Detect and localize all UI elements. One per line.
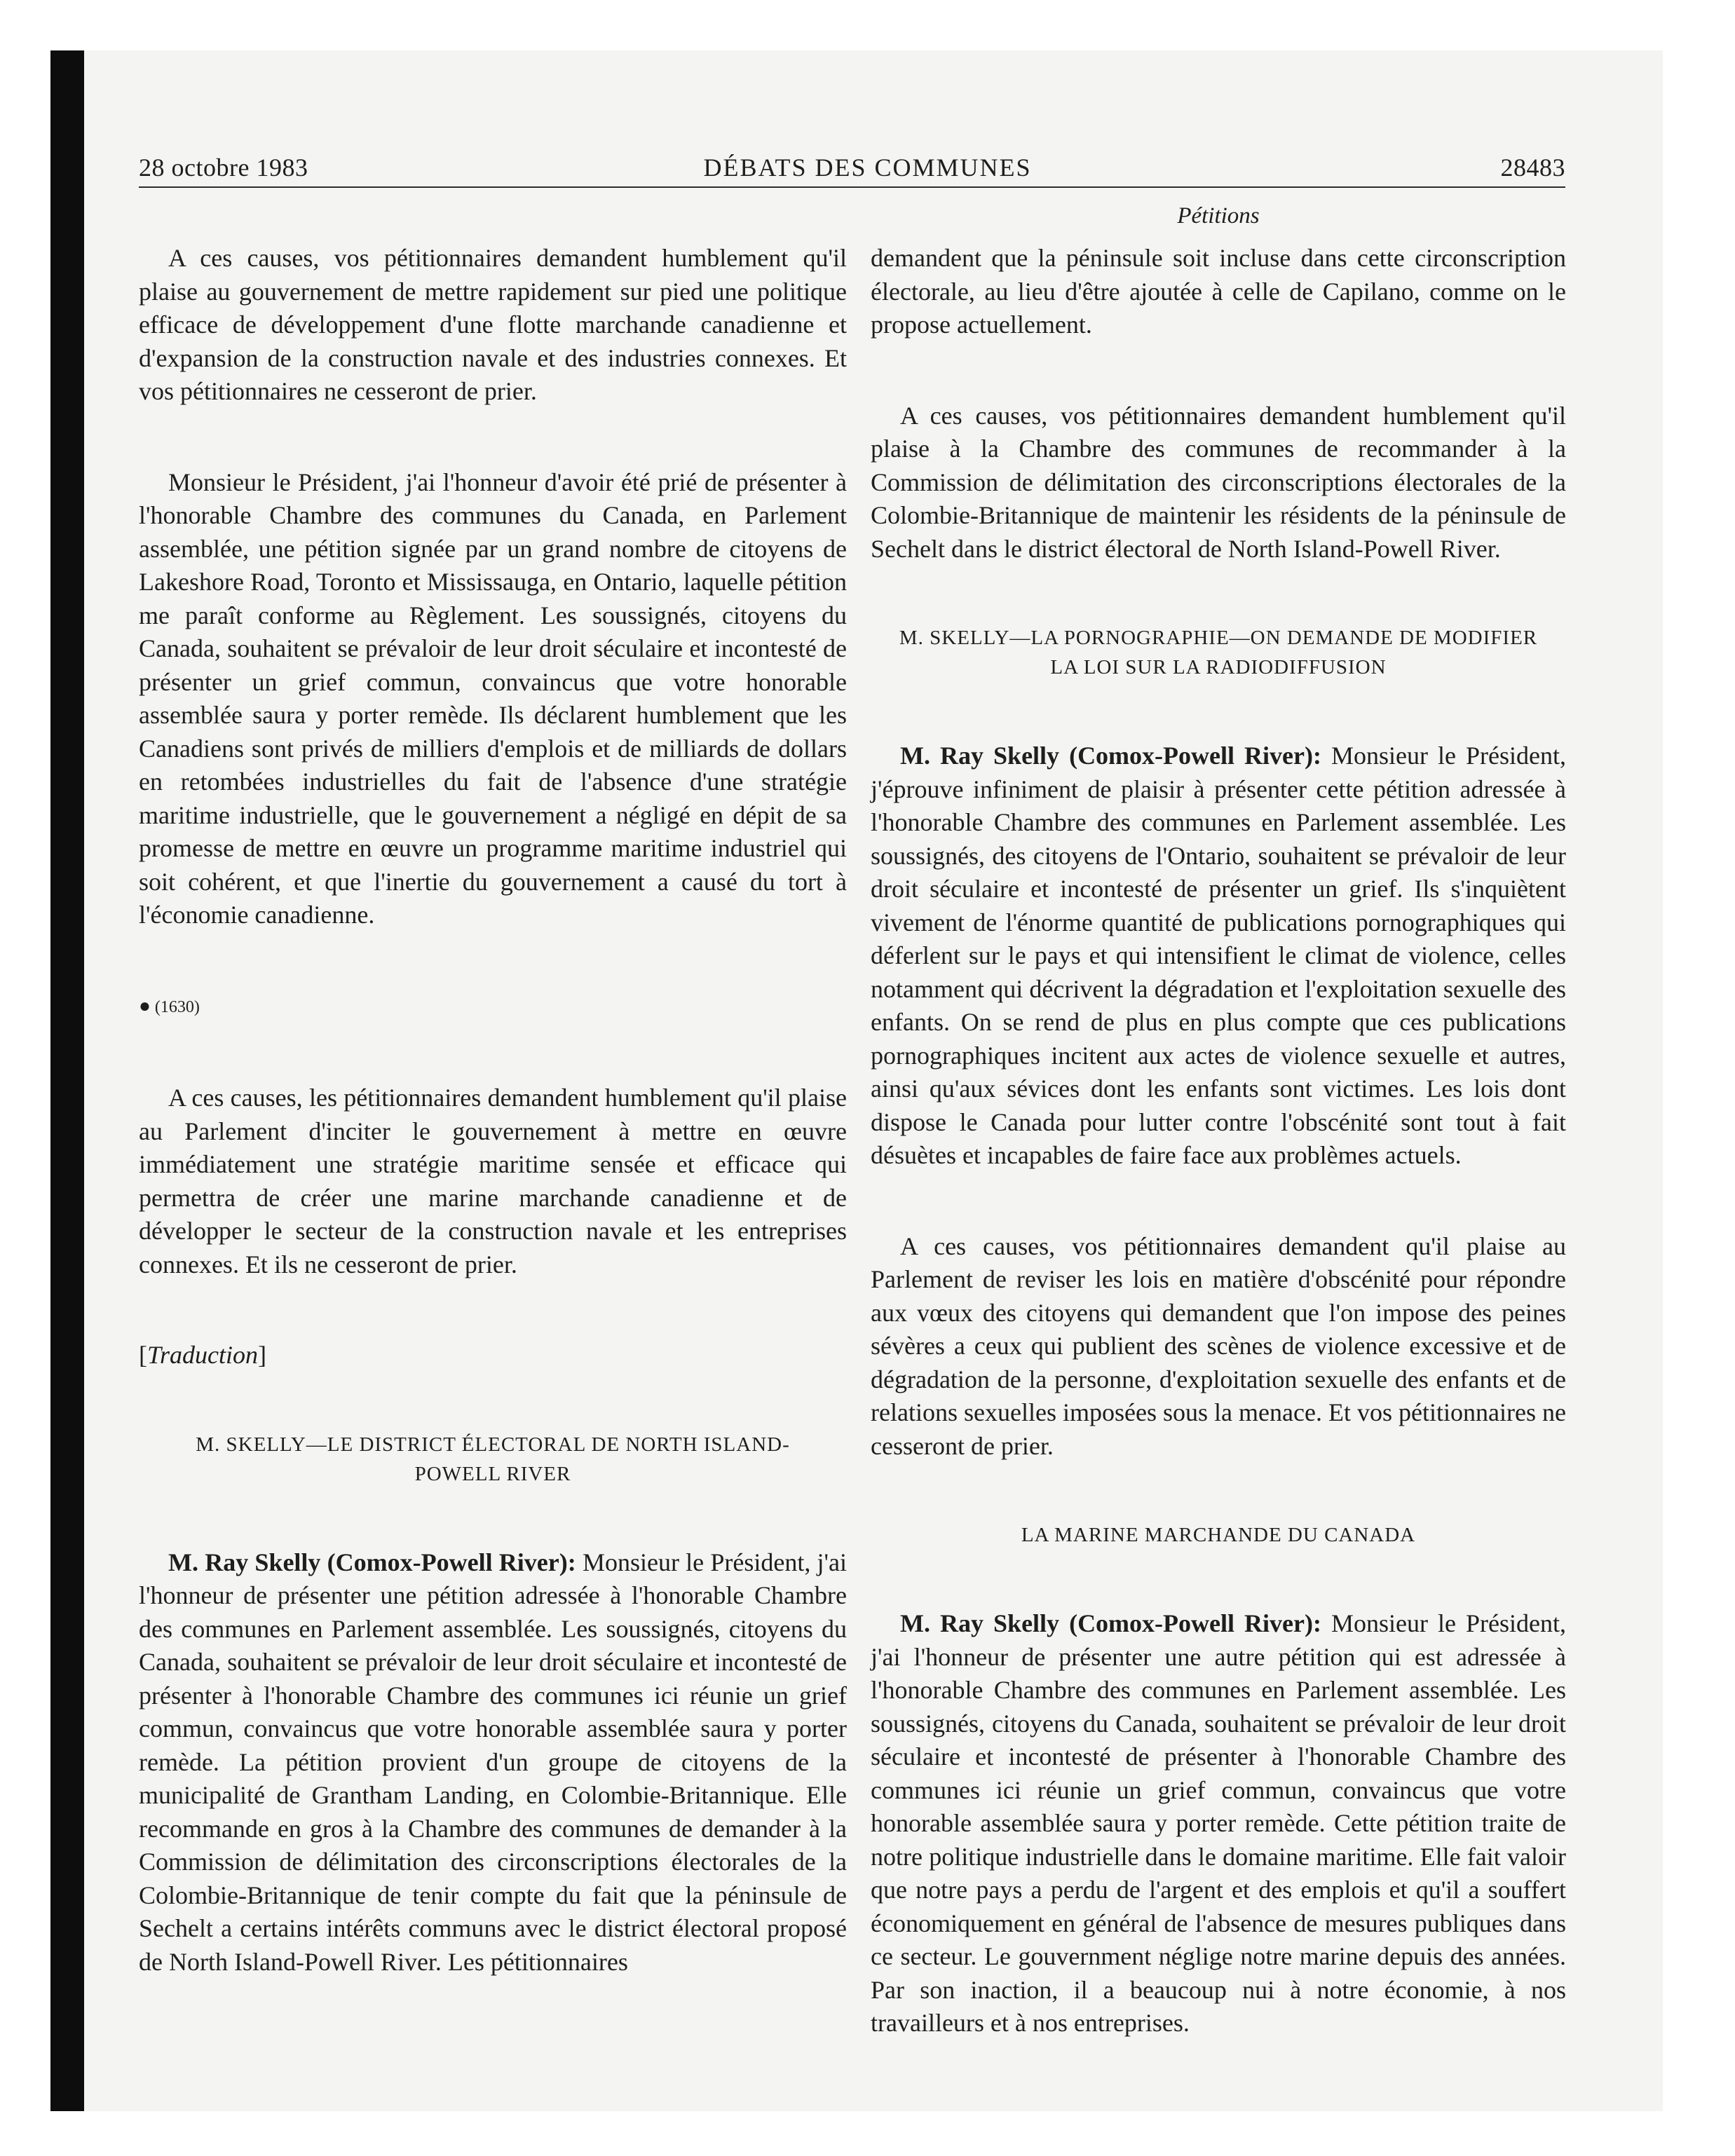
speech-paragraph: M. Ray Skelly (Comox-Powell River): Monsieur le Président, j'ai l'honneur de présenter une autre pétition qui est adressée à l'honorable Chambre des communes en Parlement assemblée. Les soussignés, citoyens du Canada, souhaitent se prévaloir de leur droit séculaire et incontesté de présenter à l'honorable Chambre des communes ici réunie un grief commun, convaincus que votre honorable assemblée saura y porter remède. Cette pétition traite de notre politique industrielle dans le domaine maritime. Elle fait valoir que notre pays a perdu de l'argent et des emplois et qu'il a souffert économiquement en général de l'absence de mesures publiques dans ce secteur. Le gouvernment néglige notre marine depuis des années. Par son inaction, il a beaucoup nui à notre économie, à nos travailleurs et à nos entreprises. [871,1609,1566,2037]
speech-paragraph: M. Ray Skelly (Comox-Powell River): Monsieur le Président, j'ai l'honneur de présenter une pétition adressée à l'honorable Chambre des communes en Parlement assemblée. Les soussignés, citoyens du Canada, souhaitent se prévaloir de leur droit séculaire et incontesté de présenter à l'honorable Chambre des communes ici réunie un grief commun, convaincus que votre honorable assemblée saura y porter remède. La pétition provient d'un groupe de citoyens de la municipalité de Grantham Landing, en Colombie-Britannique. Elle recommande en gros à la Chambre des communes de demander à la Commission de délimitation des circonscriptions électorales de la Colombie-Britannique de tenir compte du fait que la péninsule de Sechelt a certains intérêts communs avec le district électoral proposé de North Island-Powell River. Les pétitionnaires [139,1548,848,1976]
scan-margin [0,0,50,2156]
paragraph: A ces causes, vos pétitionnaires demandent humblement qu'il plaise à la Chambre des communes de recommander à la Commission de délimitation des circonscriptions électorales de la Colombie-Britannique de maintenir les résidents de la péninsule de Sechelt dans le district électoral de North Island-Powell River. [871,401,1566,563]
time-marker: ● (1630) [139,995,200,1017]
paragraph: Monsieur le Président, j'ai l'honneur d'avoir été prié de présenter à l'honorable Chambre des communes du Canada, en Parlement assemblée, une pétition signée par un grand nombre de citoyens de Lakeshore Road, Toronto et Mississauga, en Ontario, laquelle pétition me paraît conforme au Règlement. Les soussignés, citoyens du Canada, souhaitent se prévaloir de leur droit séculaire et incontesté de présenter un grief commun, convaincus que votre honorable assemblée saura y porter remède. Ils déclarent humblement que les Canadiens sont privés de milliers d'emplois et de milliards de dollars en retombées industrielles du fait de l'absence d'une stratégie maritime industrielle, que le gouvernement a négligé en dépit de sa promesse de mettre en œuvre un programme maritime industriel qui soit cohérent, et que l'inertie du gouvernement a causé du tort à l'économie canadienne. [139,468,847,929]
header-rule [139,186,1565,188]
speech-paragraph: M. Ray Skelly (Comox-Powell River): Monsieur le Président, j'éprouve infiniment de plaisir à présenter cette pétition adressée à l'honorable Chambre des communes en Parlement assemblée. Les soussignés, des citoyens de l'Ontario, souhaitent se prévaloir de leur droit séculaire et incontesté de présenter un grief. Ils s'inquiètent vivement de l'énorme quantité de publications pornographiques qui déferlent sur le pays et qui intensifient le climat de violence, celles notamment qui décrivent la dégradation et l'exploitation sexuelle des enfants. On se rend de plus en plus compte que ces publications pornographiques incitent aux actes de violence sexuelle et autres, ainsi qu'aux sévices dont les enfants sont victimes. Les lois dont dispose le Canada pour lutter contre l'obscénité sont tout à fait désuètes et incapables de faire face aux problèmes actuels. [871,742,1566,1169]
section-title: Pétitions [1177,203,1260,228]
right-column [871,242,1566,2040]
bullet-icon: ● [139,995,151,1017]
section-heading: LA MARINE MARCHANDE DU CANADA [1021,1524,1416,1546]
paragraph: A ces causes, vos pétitionnaires demandent qu'il plaise au Parlement de reviser les lois en matière d'obscénité pour répondre aux vœux des citoyens qui demandent que l'on impose des peines sévères a ceux qui publient des scènes de violence excessive et de dégradation de la personne, d'exploitation sexuelle des enfants et de relations sexuelles imposées sous la menace. Et vos pétitionnaires ne cesseront de prier. [871,1231,1566,1460]
translation-note: [Traduction] [139,1341,267,1369]
left-column [139,242,847,1979]
speaker-name: M. Ray Skelly (Comox-Powell River): [900,742,1321,770]
scan-binding-edge [50,50,84,2111]
paragraph: A ces causes, vos pétitionnaires demandent humblement qu'il plaise au gouvernement de mettre rapidement sur pied une politique efficace de développement d'une flotte marchande canadienne et d'expansion de la construction navale et des industries connexes. Et vos pétitionnaires ne cesseront de prier. [139,244,847,405]
header-page-number: 28483 [1500,153,1565,182]
header-date: 28 octobre 1983 [139,153,308,182]
section-heading: M. SKELLY—LE DISTRICT ÉLECTORAL DE NORTH ISLAND- POWELL RIVER [196,1433,790,1485]
speaker-name: M. Ray Skelly (Comox-Powell River): [900,1609,1321,1637]
speaker-name: M. Ray Skelly (Comox-Powell River): [168,1548,576,1576]
section-heading: M. SKELLY—LA PORNOGRAPHIE—ON DEMANDE DE MODIFIER LA LOI SUR LA RADIODIFFUSION [899,627,1538,678]
paragraph: demandent que la péninsule soit incluse dans cette circonscription électorale, au lieu d'être ajoutée à celle de Capilano, comme on le propose actuellement. [871,244,1566,339]
paragraph: A ces causes, les pétitionnaires demandent humblement qu'il plaise au Parlement d'inciter le gouvernement à mettre en œuvre immédiatement une stratégie maritime sensée et efficace qui permettra de créer une marine marchande canadienne et de développer le secteur de la construction navale et les entreprises connexes. Et ils ne cesseront de prier. [139,1084,847,1278]
header-title: DÉBATS DES COMMUNES [703,153,1032,182]
